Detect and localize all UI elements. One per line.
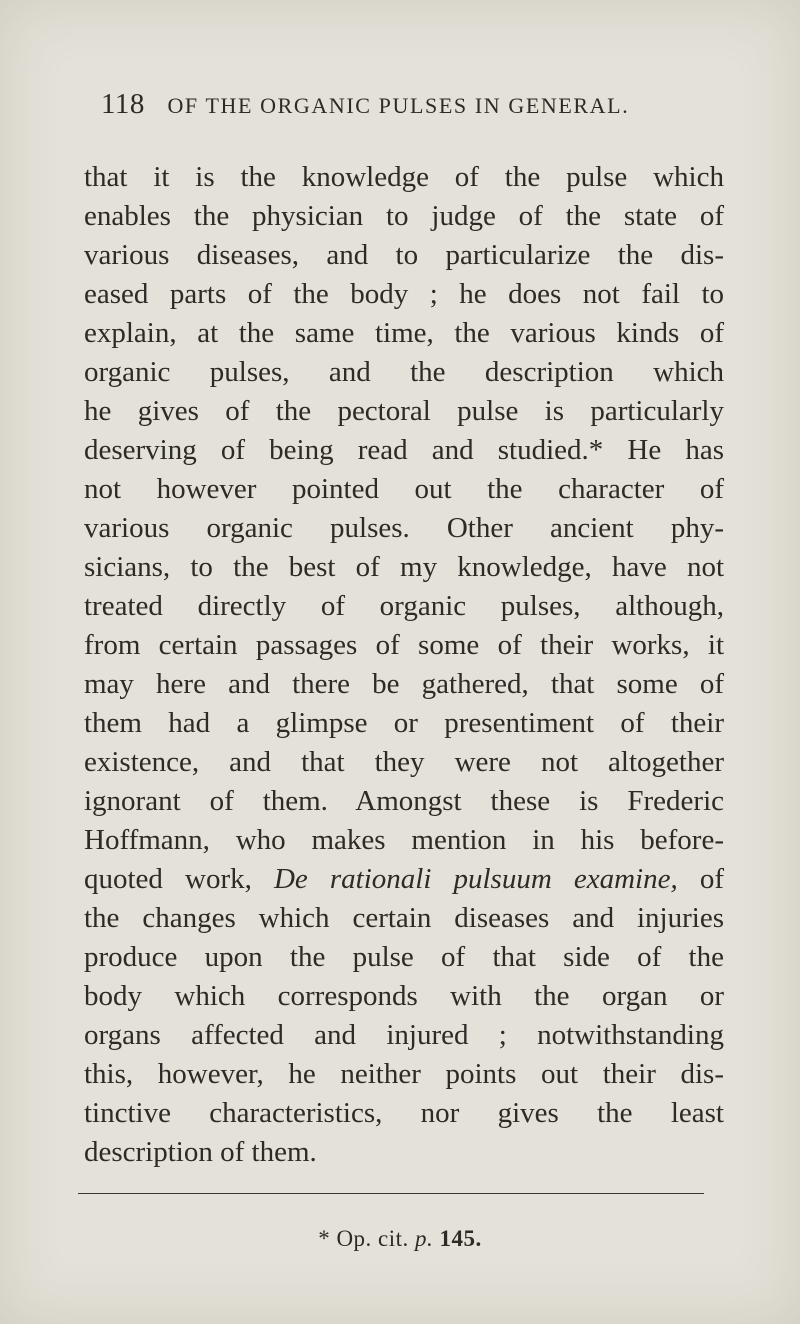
text-line: them had a glimpse or presentiment of their bbox=[84, 707, 724, 739]
body-text bbox=[84, 158, 724, 1172]
footnote-marker: * bbox=[318, 1226, 331, 1251]
text-line: organic pulses, and the description which bbox=[84, 356, 724, 388]
text-line-with-title bbox=[84, 860, 724, 899]
text-line: sicians, to the best of my knowledge, have not bbox=[84, 551, 724, 583]
text-line: the changes which certain diseases and injuries bbox=[84, 902, 724, 934]
running-head: OF THE ORGANIC PULSES IN GENERAL. bbox=[167, 93, 630, 118]
text-line: he gives of the pectoral pulse is particularly bbox=[84, 395, 724, 427]
text-line: treated directly of organic pulses, although, bbox=[84, 590, 724, 622]
text-line: enables the physician to judge of the state of bbox=[84, 200, 724, 232]
line-start: quoted work, bbox=[84, 863, 252, 895]
text-line: may here and there be gathered, that some of bbox=[84, 668, 724, 700]
text-line: Hoffmann, who makes mention in his before- bbox=[84, 824, 724, 856]
text-line: ignorant of them. Amongst these is Frederic bbox=[84, 785, 724, 817]
text-line: tinctive characteristics, nor gives the least bbox=[84, 1097, 724, 1129]
text-line-last: description of them. bbox=[84, 1136, 317, 1168]
page-number: 118 bbox=[101, 88, 145, 120]
line-end: of bbox=[699, 863, 724, 895]
footnote-page-number: 145. bbox=[439, 1226, 482, 1251]
text-line: from certain passages of some of their works, it bbox=[84, 629, 724, 661]
text-line: organs affected and injured ; notwithstanding bbox=[84, 1019, 724, 1051]
text-line: not however pointed out the character of bbox=[84, 473, 724, 505]
text-line: various organic pulses. Other ancient phy- bbox=[84, 512, 724, 544]
text-line: that it is the knowledge of the pulse which bbox=[84, 161, 724, 193]
text-line: existence, and that they were not altogether bbox=[84, 746, 724, 778]
cited-work-title: De rationali pulsuum examine, bbox=[273, 863, 678, 895]
footnote bbox=[0, 1226, 800, 1252]
page-header bbox=[101, 88, 690, 121]
text-line: body which corresponds with the organ or bbox=[84, 980, 724, 1012]
footnote-page-abbrev: p. bbox=[415, 1226, 434, 1251]
footnote-text: Op. cit. bbox=[336, 1226, 409, 1251]
text-line: this, however, he neither points out their dis- bbox=[84, 1058, 724, 1090]
text-line: deserving of being read and studied.* He has bbox=[84, 434, 724, 466]
text-line: eased parts of the body ; he does not fail to bbox=[84, 278, 724, 310]
text-line: explain, at the same time, the various kinds of bbox=[84, 317, 724, 349]
text-line: various diseases, and to particularize the dis- bbox=[84, 239, 724, 271]
text-line: produce upon the pulse of that side of the bbox=[84, 941, 724, 973]
footnote-rule bbox=[78, 1193, 704, 1194]
